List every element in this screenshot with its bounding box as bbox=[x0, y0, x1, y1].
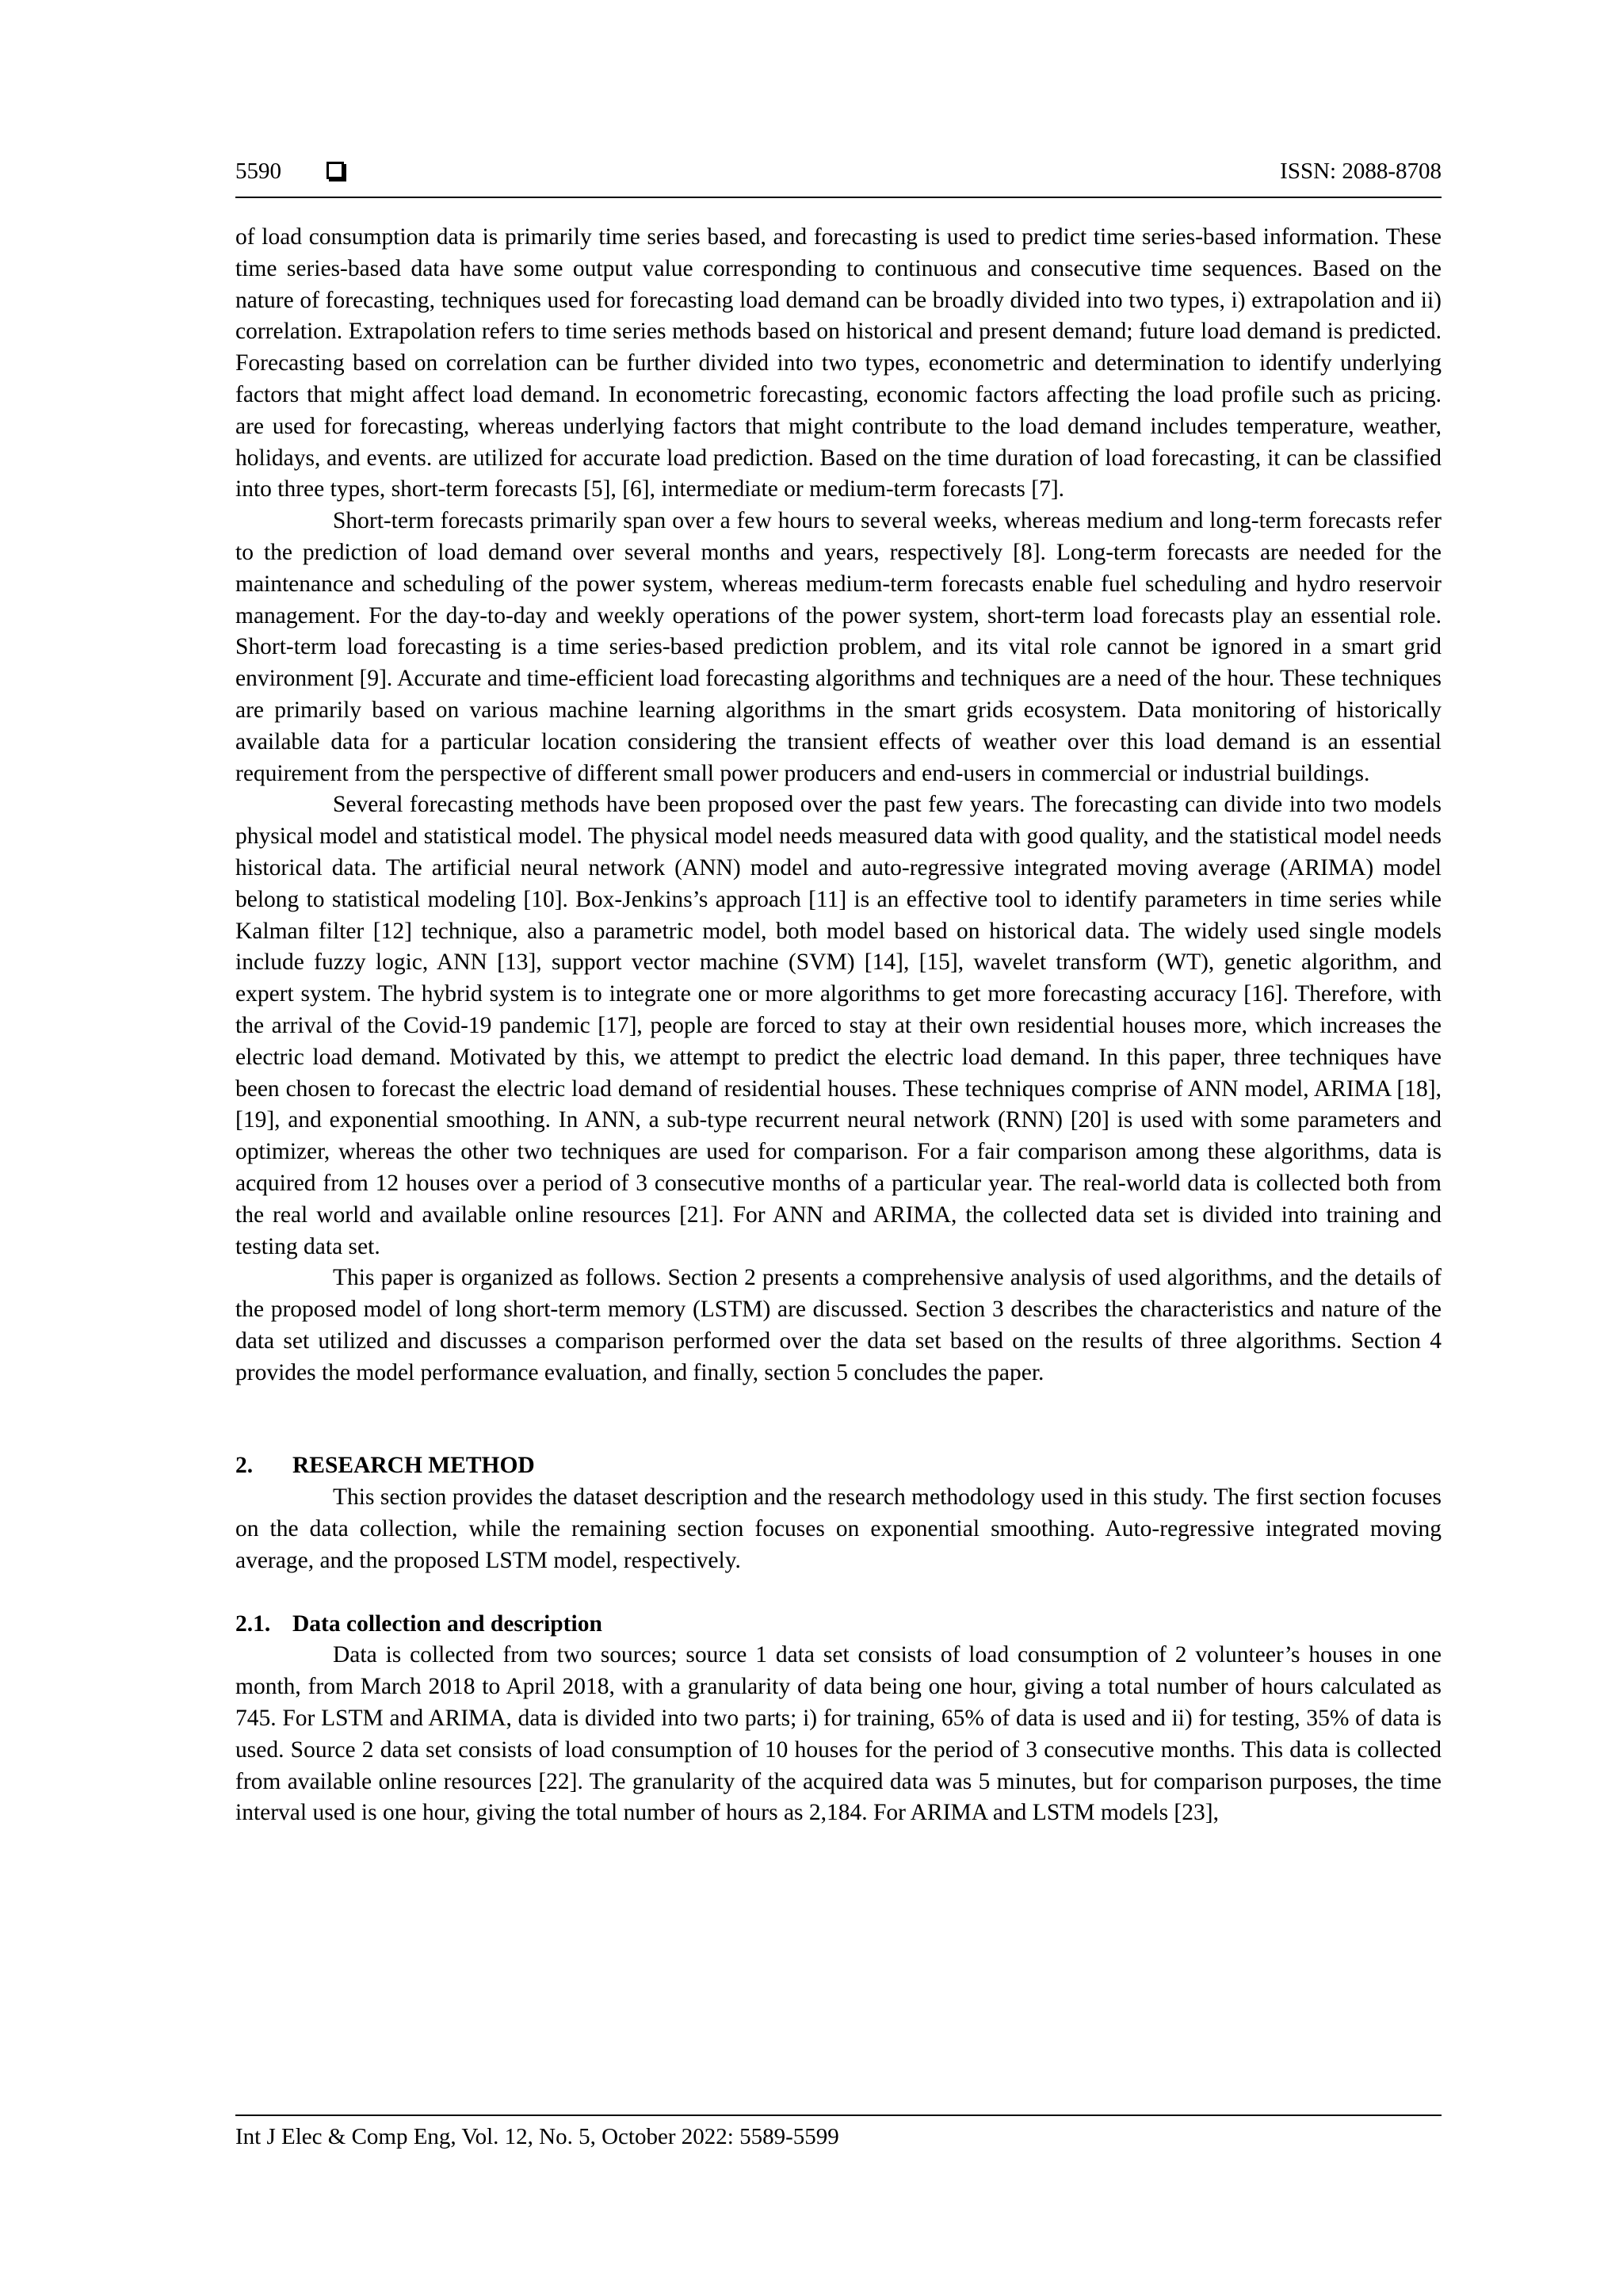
journal-citation: Int J Elec & Comp Eng, Vol. 12, No. 5, October 2022: 5589-5599 bbox=[235, 2124, 839, 2149]
paragraph-1: of load consumption data is primarily time series based, and forecasting is used to predict time series-based information. These time series-based data have some output value corresponding to continuous and consecutive time sequences. Based on the nature of forecasting, techniques used for forecasting load demand can be broadly divided into two types, i) extrapolation and ii) correlation. Extrapolation refers to time series methods based on historical and present demand; future load demand is predicted. Forecasting based on correlation can be further divided into two types, econometric and determination to identify underlying factors that might affect load demand. In econometric forecasting, economic factors affecting the load profile such as pricing. are used for forecasting, whereas underlying factors that might contribute to the load demand includes temperature, weather, holidays, and events. are utilized for accurate load prediction. Based on the time duration of load forecasting, it can be classified into three types, short-term forecasts [5], [6], intermediate or medium-term forecasts [7]. bbox=[235, 224, 1442, 502]
page-footer bbox=[235, 2115, 1442, 2150]
page-number: 5590 bbox=[235, 159, 281, 184]
section-heading-2 bbox=[235, 1450, 1442, 1482]
subsection-number: 2.1. bbox=[235, 1610, 271, 1637]
box-bullet-icon bbox=[327, 162, 344, 179]
subsection-heading-2-1 bbox=[235, 1609, 1442, 1641]
subsection-title: Data collection and description bbox=[292, 1610, 602, 1637]
page-header bbox=[235, 159, 1442, 198]
paragraph-4: This paper is organized as follows. Section 2 presents a comprehensive analysis of used algorithms, and the details of the proposed model of long short-term memory (LSTM) are discussed. Section 3 describes the characteristics and nature of the data set utilized and discusses a comparison performed over the data set based on the results of three algorithms. Section 4 provides the model performance evaluation, and finally, section 5 concludes the paper. bbox=[235, 1265, 1442, 1385]
body-text bbox=[235, 222, 1442, 1829]
section-2-paragraph: This section provides the dataset description and the research methodology used in this study. The first section focuses on the data collection, while the remaining section focuses on exponential smoothing. Auto-regressive integrated moving average, and the proposed LSTM model, respectively. bbox=[235, 1484, 1442, 1573]
section-number: 2. bbox=[235, 1453, 254, 1479]
issn: ISSN: 2088-8708 bbox=[1280, 159, 1442, 184]
paragraph-3: Several forecasting methods have been proposed over the past few years. The forecasting can divide into two models physical model and statistical model. The physical model needs measured data with good quality, and the statistical model needs historical data. The artificial neural network (ANN) model and auto-regressive integrated moving average (ARIMA) model belong to statistical modeling [10]. Box-Jenkins’s approach [11] is an effective tool to identify parameters in time series while Kalman filter [12] technique, also a parametric model, both model based on historical data. The widely used single models include fuzzy logic, ANN [13], support vector machine (SVM) [14], [15], wavelet transform (WT), genetic algorithm, and expert system. The hybrid system is to integrate one or more algorithms to get more forecasting accuracy [16]. Therefore, with the arrival of the Covid-19 pandemic [17], people are forced to stay at their own residential houses more, which increases the electric load demand. Motivated by this, we attempt to predict the electric load demand. In this paper, three techniques have been chosen to forecast the electric load demand of residential houses. These techniques comprise of ANN model, ARIMA [18], [19], and exponential smoothing. In ANN, a sub-type recurrent neural network (RNN) [20] is used with some parameters and optimizer, whereas the other two techniques are used for comparison. For a fair comparison among these algorithms, data is acquired from 12 houses over a period of 3 consecutive months of a particular year. The real-world data is collected both from the real world and available online resources [21]. For ANN and ARIMA, the collected data set is divided into training and testing data set. bbox=[235, 792, 1442, 1259]
paragraph-2: Short-term forecasts primarily span over a few hours to several weeks, whereas medium and long-term forecasts refer to the prediction of load demand over several months and years, respectively [8]. Long-term forecasts are needed for the maintenance and scheduling of the power system, whereas medium-term forecasts enable fuel scheduling and hydro reservoir management. For the day-to-day and weekly operations of the power system, short-term load forecasts play an essential role. Short-term load forecasting is a time series-based prediction problem, and its vital role cannot be ignored in a smart grid environment [9]. Accurate and time-efficient load forecasting algorithms and techniques are a need of the hour. These techniques are primarily based on various machine learning algorithms in the smart grids ecosystem. Data monitoring of historically available data for a particular location considering the transient effects of weather over this load demand is an essential requirement from the perspective of different small power producers and end-users in commercial or industrial buildings. bbox=[235, 508, 1442, 786]
subsection-2-1-paragraph: Data is collected from two sources; source 1 data set consists of load consumption of 2 volunteer’s houses in one month, from March 2018 to April 2018, with a granularity of data being one hour, giving a total number of hours calculated as 745. For LSTM and ARIMA, data is divided into two parts; i) for training, 65% of data is used and ii) for testing, 35% of data is used. Source 2 data set consists of load consumption of 10 houses for the period of 3 consecutive months. This data is collected from available online resources [22]. The granularity of the acquired data was 5 minutes, but for comparison purposes, the time interval used is one hour, giving the total number of hours as 2,184. For ARIMA and LSTM models [23], bbox=[235, 1642, 1442, 1826]
section-title: RESEARCH METHOD bbox=[292, 1453, 535, 1479]
